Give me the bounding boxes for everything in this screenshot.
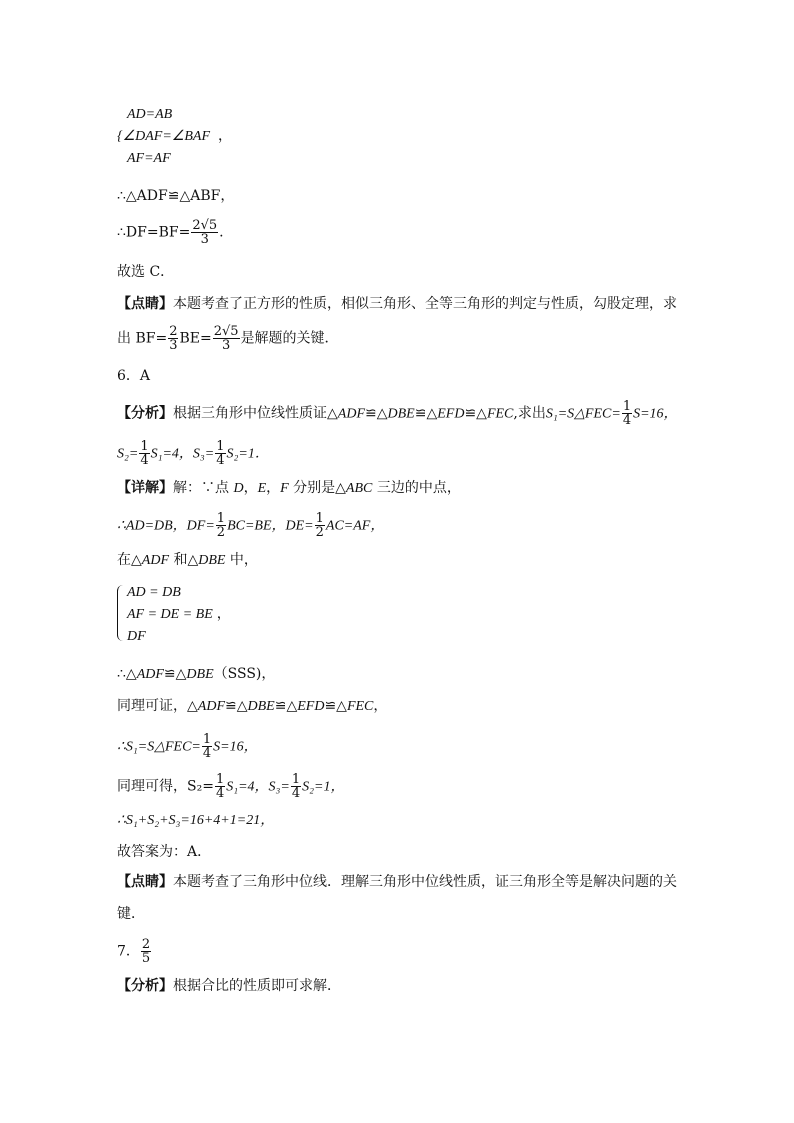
text-line: 在△ADF 和△DBE 中， xyxy=(117,552,258,568)
text-line: ∴△ADF≌△DBE（SSS)， xyxy=(117,666,276,682)
text-line: ∴S₁+S₂+S₃=16+4+1=21， xyxy=(117,813,275,828)
eq-row: AF = DE = BE ， xyxy=(127,607,231,622)
eq-row: DF xyxy=(127,629,146,644)
fenxi-2: 【分析】根据合比的性质即可求解． xyxy=(117,978,341,994)
dianjing-2: 【点睛】本题考查了三角形中位线．理解三角形中位线性质，证三角形全等是解决问题的关 xyxy=(117,874,677,890)
equation-system-1 xyxy=(117,104,232,170)
eq-row: AD = DB xyxy=(127,585,181,600)
dianjing-1-line2: 出 BF= $\frac{2}{3}$ BE= $\frac{2√5}{3}$ 是解题的关键． xyxy=(117,324,339,353)
question-number: 6．A xyxy=(117,368,151,384)
midline-line: ∴AD=DB，DF= $\frac{1}{2}$ BC=BE，DE= $\frac{1}{2}$ AC=AF， xyxy=(117,511,385,540)
text-line: ∴DF=BF= $\frac{2√5}{3}$ . xyxy=(117,218,224,247)
text-line: 同理可证，△ADF≌△DBE≌△EFD≌△FEC， xyxy=(117,698,388,714)
fraction: $\frac{2√5}{3}$ xyxy=(192,218,218,247)
brace xyxy=(117,585,124,641)
eq-row: AF=AF xyxy=(127,151,171,166)
text-line: ∴△ADF≌△ABF， xyxy=(117,188,235,204)
text-line: 故答案为：A． xyxy=(117,844,212,860)
text-line: 键． xyxy=(117,906,145,922)
equation-system-2 xyxy=(127,582,231,648)
eq-row: {∠DAF=∠BAF ， xyxy=(117,129,233,144)
xiangjie-line: 【详解】解：∵点 D，E，F 分别是△ABC 三边的中点， xyxy=(117,480,461,496)
text-line: 同理可得，S₂= $\frac{1}{4}$ S₁=4，S₃= $\frac{1}{4}$ S₂=1， xyxy=(117,772,345,801)
text-line: 故选 C． xyxy=(117,264,175,280)
fenxi-line2: S₂= $\frac{1}{4}$ S₁=4，S₃= $\frac{1}{4}$ S₂=1． xyxy=(117,439,269,468)
dianjing-1: 【点睛】本题考查了正方形的性质，相似三角形、全等三角形的判定与性质，勾股定理，求 xyxy=(117,296,677,312)
text-line: ∴S₁=S△FEC= $\frac{1}{4}$ S=16， xyxy=(117,732,258,761)
fenxi-line1: 【分析】根据三角形中位线性质证△ADF≌△DBE≌△EFD≌△FEC,求出S₁=S△FEC= $\frac{1}{4}$ S=16， xyxy=(117,399,678,428)
eq-row: AD=AB xyxy=(127,107,173,122)
question-number: 7． $\frac{2}{5}$ xyxy=(117,937,151,966)
